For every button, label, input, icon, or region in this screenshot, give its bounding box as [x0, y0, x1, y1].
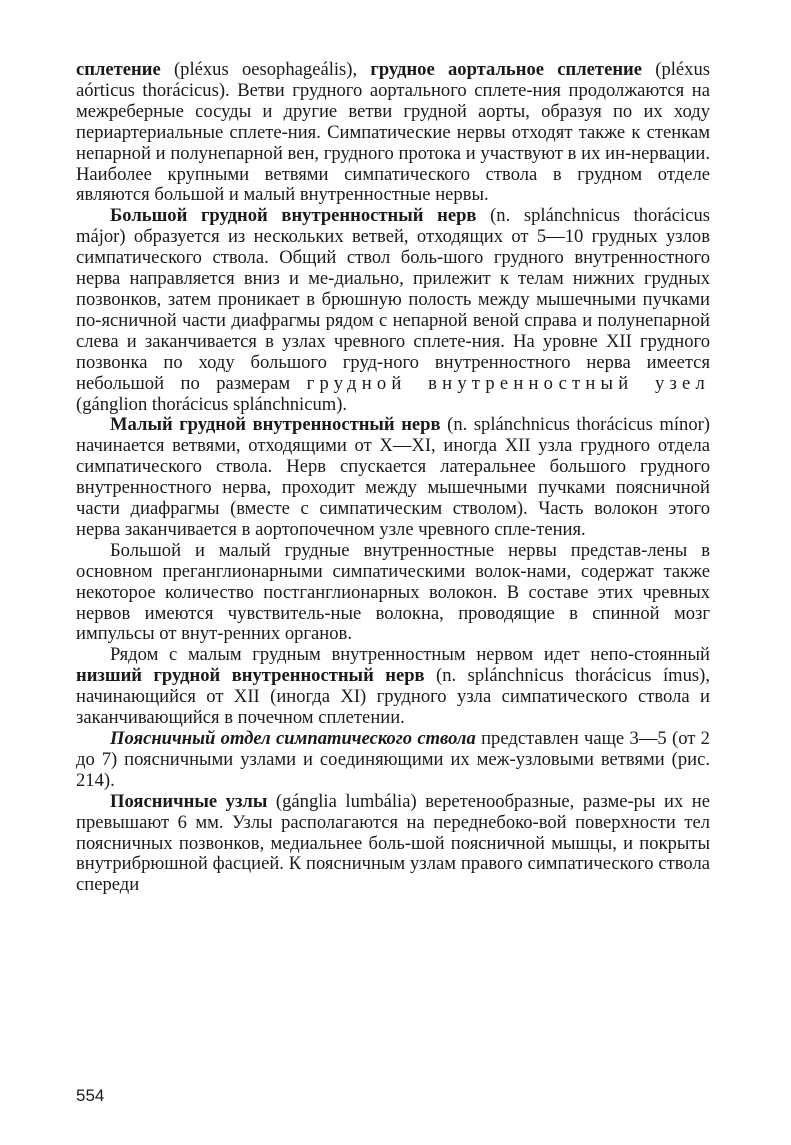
paragraph-text: (pléxus aórticus thorácicus). Ветви грудного аортального сплете-ния продолжаются на межреберные сосуды и другие ветви грудной аорты, образуя по их ходу периартериальные сплете-ния. Симпатические нервы отходят также к стенкам непарной и полунепарной вен, грудного протока и участвуют в их ин-нервации. Наиболее крупными ветвями симпатического ствола в грудном отделе являются большой и малый внутренностные нервы. [76, 59, 710, 206]
paragraph-least-splanchnic-nerve [76, 645, 710, 729]
paragraph-text: (gánglia lumbália) веретенообразные, разме-ры их не превышают 6 мм. Узлы располагаются на переднебоко-вой поверхности тел поясничных позвонков, медиальнее боль-шой поясничной мышцы, и покрыты внутрибрюшной фасцией. К поясничным узлам правого симпатического ствола спереди [76, 790, 711, 896]
paragraph-lesser-splanchnic-nerve [76, 415, 710, 540]
paragraph-text: (n. splánchnicus thorácicus mínor) начинается ветвями, отходящими от X—XI, иногда XII узла грудного отдела симпатического ствола. Нерв спускается латеральнее большого грудного внутренностного нерва, проходит между мышечными пучками поясничной части диафрагмы (вместе с симпатическим стволом). Часть волокон этого нерва заканчивается в аортопочечном узле чревного спле-тения. [76, 414, 710, 540]
paragraph-text: (n. splánchnicus thorácicus májor) образуется из нескольких ветвей, отходящих от 5—10 грудных узлов симпатического ствола. Общий ствол боль-шого грудного внутренностного нерва направляется вниз и ме-диально, прилежит к телам нижних грудных позвонков, затем проникает в брюшную полость между мышечными пучками по-ясничной части диафрагмы рядом с непарной веной справа и полунепарной слева и заканчивается в узлах чревного сплете-ния. На уровне XII грудного позвонка по ходу большого груд-ного внутренностного нерва имеется небольшой по размерам [76, 205, 710, 394]
page-number: 554 [76, 1086, 105, 1105]
term-plexus: сплетение [76, 59, 161, 80]
paragraph-esophageal-plexus [76, 60, 710, 206]
paragraph-text: Рядом с малым грудным внутренностным нервом идет непо-стоянный [110, 644, 710, 666]
paragraph-nerve-fibers [76, 541, 710, 646]
term-thoracic-aortic-plexus: грудное аортальное сплетение [370, 59, 642, 80]
term-splanchnic-ganglion: грудной внутренностный узел [306, 372, 710, 394]
latin-term: (gánglion thorácicus splánchnicum). [76, 393, 348, 415]
paragraph-text: Большой и малый грудные внутренностные нервы представ-лены в основном преганглионарными симпатическими волок-нами, содержат также некоторое количество постганглионарных волокон. В составе этих чревных нервов имеются чувствитель-ные волокна, проводящие в спинной мозг импульсы от внут-ренних органов. [76, 539, 710, 645]
term-greater-splanchnic-nerve: Большой грудной внутренностный нерв [110, 205, 477, 227]
paragraph-text: представлен чаще 3—5 (от 2 до 7) поясничными узлами и соединяющими их меж-узловыми ветвями (рис. 214). [76, 728, 710, 791]
term-least-splanchnic-nerve: низший грудной внутренностный нерв [76, 665, 425, 687]
paragraph-lumbar-trunk [76, 729, 710, 792]
term-lesser-splanchnic-nerve: Малый грудной внутренностный нерв [110, 414, 441, 436]
latin-term: (pléxus oesophageális), [160, 59, 371, 80]
body-text [76, 60, 710, 896]
section-heading-lumbar-part: Поясничный отдел симпатического ствола [110, 728, 476, 749]
paragraph-text: (n. splánchnicus thorácicus ímus), начинающийся от XII (иногда XI) грудного узла симпатического ствола и заканчивающийся в почечном сплетении. [76, 665, 710, 729]
paragraph-lumbar-ganglia [76, 792, 710, 897]
paragraph-greater-splanchnic-nerve [76, 206, 710, 415]
term-lumbar-ganglia: Поясничные узлы [110, 790, 268, 812]
